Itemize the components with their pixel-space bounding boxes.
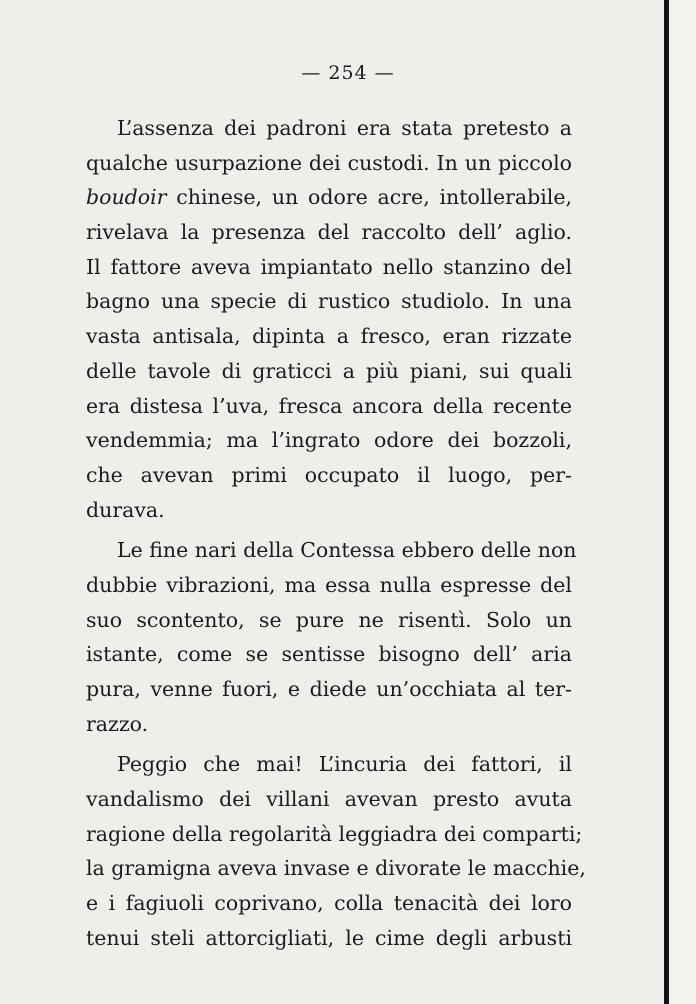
text-line: la gramigna aveva invase e divorate le macchie, xyxy=(86,856,586,881)
text-line: ragione della regolarità leggiadra dei comparti; xyxy=(86,821,583,846)
text-line: L’assenza dei padroni era stata pretesto a xyxy=(117,116,572,140)
text-line: durava. xyxy=(86,497,165,522)
text-line: e i fagiuoli coprivano, colla tenacità dei loro xyxy=(86,891,572,916)
text-line: Peggio che mai! L’incuria dei fattori, il xyxy=(117,752,572,777)
binding-edge xyxy=(664,0,669,1004)
paragraph-3 xyxy=(86,747,586,955)
text-line: bagno una specie di rustico studiolo. In una xyxy=(86,289,572,314)
text-line: vasta antisala, dipinta a fresco, eran rizzate xyxy=(86,324,572,349)
text-line: delle tavole di graticci a più piani, sui quali xyxy=(86,358,572,383)
text-line: razzo. xyxy=(86,711,149,736)
text-line: istante, come se sentisse bisogno dell’ aria xyxy=(86,642,572,667)
paragraph-2 xyxy=(86,533,577,741)
italic-term: boudoir xyxy=(86,185,167,210)
text-line: tenui steli attorcigliati, le cime degli arbusti xyxy=(86,925,572,950)
text-line: Le fine nari della Contessa ebbero delle non xyxy=(117,538,577,563)
text-line: qualche usurpazione dei custodi. In un piccolo xyxy=(86,150,572,175)
text-line: rivelava la presenza del raccolto dell’ aglio. xyxy=(86,220,572,245)
text-line: dubbie vibrazioni, ma essa nulla espresse del xyxy=(86,572,572,597)
text-line: Il fattore aveva impiantato nello stanzino del xyxy=(86,254,572,279)
text-line: vandalismo dei villani avevan presto avuta xyxy=(86,787,572,812)
body-text xyxy=(86,111,586,956)
text-line: che avevan primi occupato il luogo, per- xyxy=(86,462,572,487)
text-line: era distesa l’uva, fresca ancora della recente xyxy=(86,393,572,418)
page-number: — 254 — xyxy=(301,62,395,84)
text-line: pura, venne fuori, e diede un’occhiata al ter- xyxy=(86,677,572,701)
text-line: vendemmia; ma l’ingrato odore dei bozzoli, xyxy=(86,428,572,453)
text-line: suo scontento, se pure ne risentì. Solo un xyxy=(86,607,572,632)
text-line: boudoir chinese, un odore acre, intollerabile, xyxy=(86,185,572,210)
paragraph-1 xyxy=(86,111,572,527)
